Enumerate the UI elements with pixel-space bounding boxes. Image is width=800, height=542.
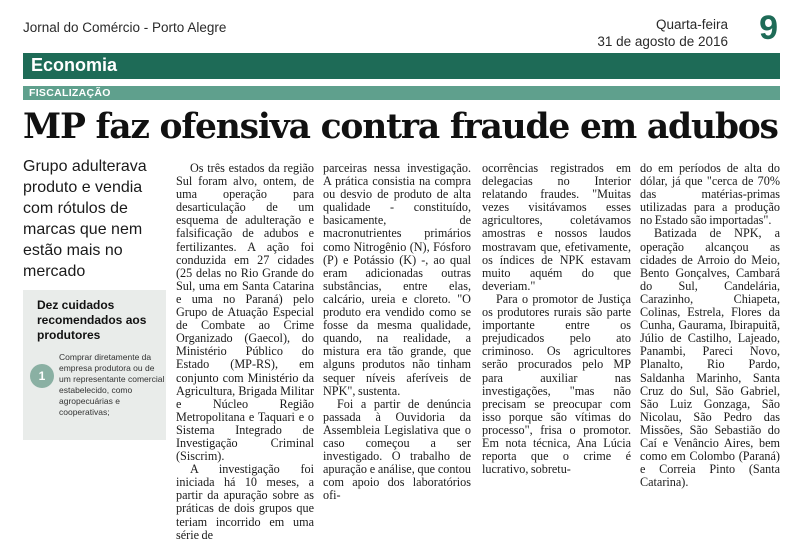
article-paragraph: Os três estados da região Sul foram alvo, ontem, de uma operação para desarticulação de um esquema de adulteração e falsificação de adubos e fertilizantes. A ação foi conduzida em 27 cidades (25 delas no Rio Grande do Sul, uma em Santa Catarina e uma no Paraná) pelo Grupo de Atuação Especial de Combate ao Crime Organizado (Gaecol), do Ministério Público do Estado (MP-RS), em conjunto com Ministério da Agricultura, Brigada Militar e Núcleo Região Metropolitana e Taquari e o Sistema Integrado de Investigação Criminal (Siscrim).	[176, 161, 314, 464]
publication-name: Jornal do Comércio - Porto Alegre	[23, 20, 227, 35]
section-bar	[23, 53, 780, 79]
article-column-4	[640, 162, 780, 489]
kicker-bar	[23, 86, 780, 100]
issue-weekday: Quarta-feira	[655, 17, 728, 32]
issue-date	[597, 16, 728, 50]
kicker-label: FISCALIZAÇÃO	[29, 87, 111, 99]
article-paragraph: Batizada de NPK, a operação alcançou as cidades de Arroio do Meio, Bento Gonçalves, Cambará do Sul, Candelária, Carazinho, Chiapeta, Colinas, Estrela, Flores da Cunha, Gaurama, Ibirapuitã, Júlio de Castilho, Lajeado, Panambi, Pareci Novo, Planalto, Rio Pardo, Saldanha Marinho, Santa Cruz do Sul, São Gabriel, São Luiz Gonzaga, São Nicolau, São Pedro das Missões, São Sebastião do Caí e Venâncio Aires, bem como em Colombo (Paraná) e Correia Pinto (Santa Catarina).	[640, 226, 780, 490]
page-number: 9	[759, 9, 778, 47]
tip-number-badge: 1	[30, 364, 54, 388]
subhead: Grupo adulterava produto e vendia com rótulos de marcas que nem estão mais no mercado	[23, 158, 147, 280]
headline: MP faz ofensiva contra fraude em adubos	[23, 106, 778, 147]
article-column-1	[176, 162, 314, 542]
article-column-3	[482, 162, 631, 476]
article-paragraph: A investigação foi iniciada há 10 meses, a partir da apuração sobre as práticas de dois grupos que teriam incorrido em uma série de	[176, 462, 314, 542]
article-column-2	[323, 162, 471, 502]
sidebar-title: Dez cuidados recomendados aos produtores	[37, 298, 147, 342]
article-paragraph: ocorrências registrados em delegacias no Interior relatando fraudes. "Muitas vezes visitávamos esses agricultores, coletávamos amostras e nossos laudos mostravam que, efetivamente, os índices de NPK estavam muito aquém do que deveriam."	[482, 161, 631, 293]
tips-sidebar	[23, 290, 166, 440]
article-paragraph: do em períodos de alta do dólar, já que "cerca de 70% das matérias-primas utilizadas para a produção no Estado são importadas".	[640, 161, 780, 228]
article-paragraph: Para o promotor de Justiça os produtores rurais são parte importante entre os prejudicados pelo ato criminoso. Os agricultores serão procurados pelo MP para auxiliar nas investigações, "mas não precisam se preocupar com isso porque são vítimas do processo", frisa o promotor. Em nota técnica, Ana Lúcia reporta que o crime é lucrativo, sobretu-	[482, 291, 631, 477]
tip-text: Comprar diretamente da empresa produtora ou de um representante comercial estabelecido, como agropecuárias e cooperativas;	[59, 352, 165, 417]
article-paragraph: Foi a partir de denúncia passada à Ouvidoria da Assembleia Legislativa que o caso começou a ser investigado. O trabalho de apuração e análise, que contou com apoio dos laboratórios ofi-	[323, 396, 471, 503]
section-title: Economia	[31, 55, 118, 75]
article-paragraph: parceiras nessa investigação. A prática consistia na compra ou desvio de produto de alta qualidade - constituído, basicamente, de macronutrientes primários como Nitrogênio (N), Fósforo (P) e Potássio (K) -, ao qual eram adicionadas outras substâncias, entre elas, calcário, ureia e cloreto. "O produto era vendido como se fosse da mesma qualidade, quando, na realidade, a mistura era tão grande, que alguns produtos não tinham sequer níveis aferíveis de NPK", sustenta.	[323, 161, 471, 398]
issue-date-text: 31 de agosto de 2016	[597, 34, 728, 49]
